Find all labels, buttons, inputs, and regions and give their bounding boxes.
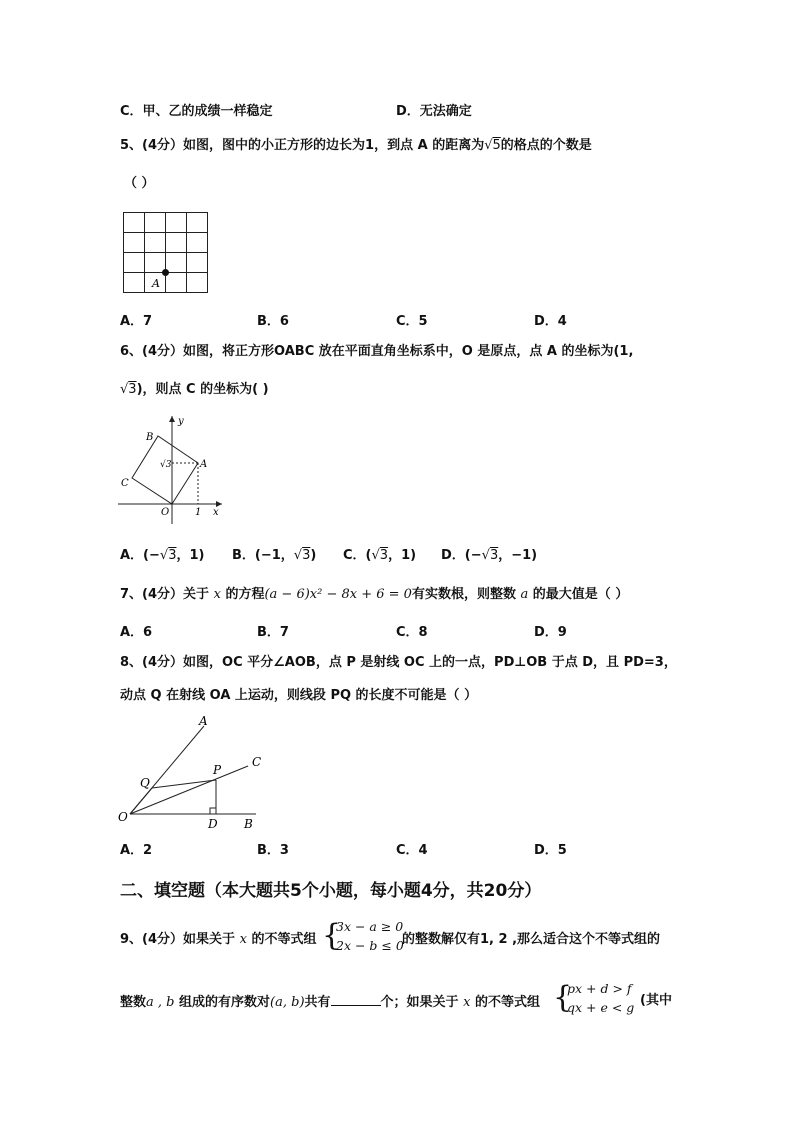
q6-option-d-sqrt: √3 — [481, 548, 499, 563]
q8-label-c: C — [252, 755, 262, 769]
q6-option-b-pre: B．(−1， — [232, 548, 294, 563]
q6-label-b: B — [146, 432, 154, 443]
q7-option-d: D．9 — [534, 625, 567, 640]
q5-suffix: 的格点的个数是 — [500, 138, 592, 153]
q6-label-x: x — [213, 507, 219, 518]
q9-var-x: x — [239, 932, 247, 947]
q6-option-a-rad: 3 — [168, 548, 177, 563]
q5-point-a — [162, 269, 169, 276]
q5-option-c: C．5 — [396, 314, 428, 329]
q6-label-o: O — [161, 507, 170, 518]
q9-prefix: 9、(4分）如果关于 — [120, 932, 236, 947]
q5-prefix: 5、(4分）如图，图中的小正方形的边长为1，到点 A 的距离为 — [120, 138, 485, 153]
q8-stem-line2: 动点 Q 在射线 OA 上运动，则线段 PQ 的长度不可能是（ ） — [120, 688, 478, 703]
q7-prefix: 7、(4分）关于 — [120, 587, 210, 602]
q9-line2-d: 个；如果关于 — [380, 995, 459, 1010]
q6-option-d — [441, 548, 537, 564]
q8-label-d: D — [208, 817, 218, 831]
q6-option-d-pre: D．(− — [441, 548, 482, 563]
q9-line2-b: 组成的有序数对 — [179, 995, 271, 1010]
q9-line2-c: 共有 — [304, 995, 331, 1010]
q4-option-c: C．甲、乙的成绩一样稳定 — [120, 104, 273, 119]
q7-option-a: A．6 — [120, 625, 153, 640]
q5-sqrt: √5 — [484, 138, 501, 153]
q8-option-b: B．3 — [257, 843, 289, 858]
q8-stem-line1: 8、(4分）如图，OC 平分∠AOB，点 P 是射线 OC 上的一点，PD⊥OB 于点 D，且 PD=3， — [120, 655, 677, 670]
q6-label-sqrt3: √3 — [160, 460, 172, 470]
q7-var-a: a — [520, 587, 529, 602]
q8-label-b: B — [244, 817, 253, 831]
q6-option-c-pre: C．( — [343, 548, 372, 563]
q9-system-1 — [336, 917, 404, 955]
q8-label-o: O — [118, 810, 128, 824]
q9-mid: 的不等式组 — [251, 932, 317, 947]
q8-option-a: A．2 — [120, 843, 153, 858]
q6-option-a-sqrt: √3 — [159, 548, 177, 563]
q6-option-a-post: ，1) — [176, 548, 205, 563]
q9-pair: (a, b) — [270, 995, 305, 1010]
q9-answer-blank[interactable] — [331, 993, 381, 1006]
q6-option-d-post: ，−1) — [498, 548, 538, 563]
q6-option-b — [232, 548, 316, 564]
q6-option-b-sqrt: √3 — [293, 548, 311, 563]
q9-line2-e: 的不等式组 — [474, 995, 540, 1010]
q6-option-d-rad: 3 — [489, 548, 499, 563]
q9-system-2-row-1: px + d > f — [567, 981, 632, 996]
q7-option-c: C．8 — [396, 625, 428, 640]
q5-option-b: B．6 — [257, 314, 289, 329]
q8-option-d: D．5 — [534, 843, 567, 858]
q6-label-y: y — [178, 416, 184, 427]
q7-var-x: x — [213, 587, 221, 602]
q5-option-d: D．4 — [534, 314, 567, 329]
q9-line2-f: (其中 — [640, 993, 672, 1008]
q7-mid: 的方程 — [225, 587, 265, 602]
q8-label-a: A — [199, 714, 208, 728]
q6-line2-rest: )，则点 C 的坐标为( ) — [136, 382, 269, 397]
q8-angle-figure — [116, 716, 266, 834]
q6-coordinate-figure — [118, 412, 228, 524]
q4-option-d: D．无法确定 — [396, 104, 472, 119]
q7-equation: (a − 6)x² − 8x + 6 = 0 — [264, 587, 412, 602]
q9-line2-group — [120, 993, 540, 1011]
q5-answer-paren: （ ） — [124, 176, 155, 191]
q6-option-b-rad: 3 — [302, 548, 311, 563]
q9-system-2-row-2: qx + e < g — [567, 1000, 635, 1015]
q6-label-a: A — [200, 459, 208, 470]
q6-option-c-post: ，1) — [388, 548, 417, 563]
q9-system-2 — [567, 979, 634, 1017]
q6-label-c: C — [121, 478, 129, 489]
q6-stem-line2 — [120, 382, 269, 398]
q7-suffix: 的最大值是（ ） — [532, 587, 629, 602]
q6-option-a-pre: A．(− — [120, 548, 160, 563]
q8-label-p: P — [213, 763, 222, 777]
q6-sqrt: √3 — [120, 382, 137, 397]
q6-option-a — [120, 548, 204, 564]
q9-brace-1: { — [322, 918, 342, 953]
q6-option-c — [343, 548, 416, 564]
q5-stem — [120, 138, 592, 154]
q9-vars-ab: a , b — [146, 995, 175, 1010]
q7-option-b: B．7 — [257, 625, 289, 640]
q9-line2-a: 整数 — [120, 995, 147, 1010]
q5-option-a: A．7 — [120, 314, 153, 329]
q6-stem-line1: 6、(4分）如图，将正方形OABC 放在平面直角坐标系中，O 是原点，点 A 的坐标为(1, — [120, 344, 634, 359]
q6-label-1: 1 — [195, 507, 202, 518]
q9-suffix: 的整数解仅有1, 2 ,那么适合这个不等式组的 — [402, 932, 661, 947]
q8-label-q: Q — [140, 776, 150, 790]
q6-sqrt-value: 3 — [128, 382, 137, 397]
q9-prefix-group — [120, 932, 316, 948]
q5-point-a-label: A — [152, 277, 160, 290]
q6-option-c-rad: 3 — [379, 548, 389, 563]
q7-after: 有实数根，则整数 — [411, 587, 516, 602]
q9-brace-2: { — [553, 980, 573, 1015]
q9-var-x2: x — [463, 995, 471, 1010]
q6-option-b-post: ) — [310, 548, 317, 563]
q6-option-c-sqrt: √3 — [371, 548, 389, 563]
q8-option-c: C．4 — [396, 843, 428, 858]
q9-system-1-row-2: 2x − b ≤ 0 — [336, 938, 404, 953]
q5-sqrt-value: 5 — [492, 138, 501, 153]
section-2-title: 二、填空题（本大题共5个小题，每小题4分，共20分） — [120, 881, 542, 901]
q9-system-1-row-1: 3x − a ≥ 0 — [336, 919, 404, 934]
q7-stem — [120, 587, 628, 603]
q5-grid-figure — [123, 212, 211, 296]
